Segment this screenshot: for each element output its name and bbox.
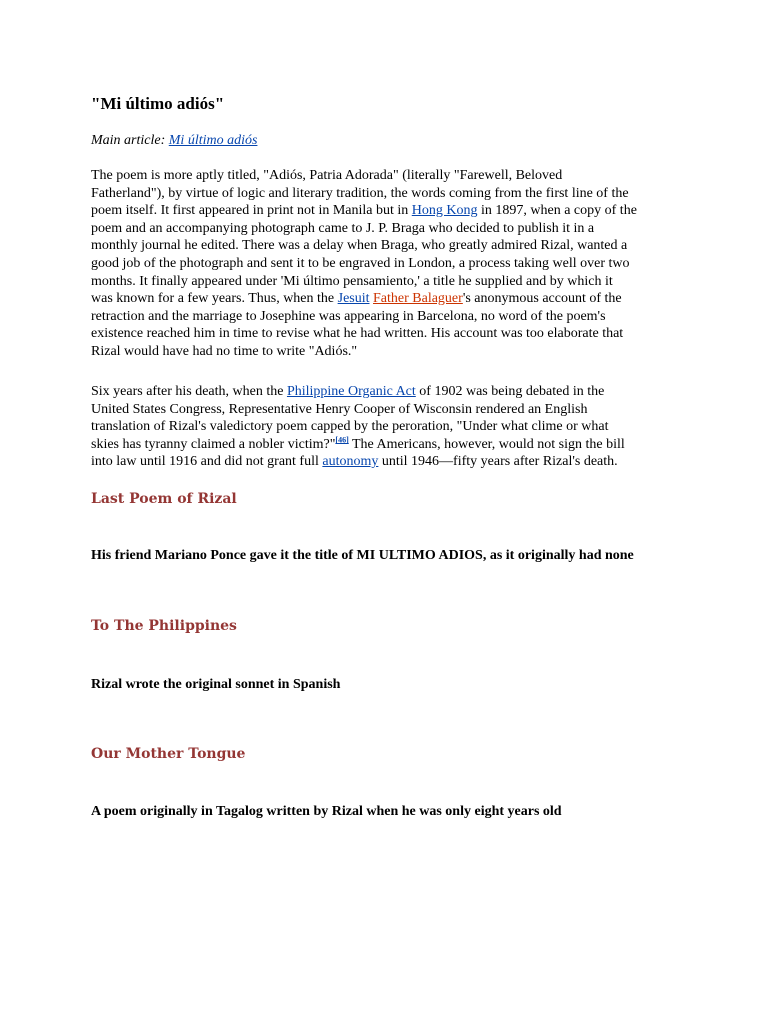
section-heading-mi-ultimo-adios: "Mi último adiós" [91, 94, 225, 113]
text-line: translation of Rizal's valedictory poem capped by the peroration, "Under what clime or what [91, 419, 609, 435]
text-fragment: 's anonymous account of the [462, 291, 622, 307]
autonomy-link[interactable]: autonomy [322, 454, 379, 470]
citation-46-link[interactable]: [46] [335, 435, 349, 445]
text-fragment: until 1946—fifty years after Rizal's death. [378, 454, 618, 470]
heading-to-the-philippines: To The Philippines [91, 618, 237, 634]
text-line: good job of the photograph and sent it to be engraved in London, a process taking well over two [91, 255, 630, 271]
text-fragment: of 1902 was being debated in the [415, 384, 605, 399]
text-to-the-philippines: Rizal wrote the original sonnet in Spanish [91, 677, 341, 692]
text-line [91, 383, 691, 401]
text-line [91, 202, 691, 220]
heading-last-poem-of-rizal: Last Poem of Rizal [91, 491, 237, 507]
jesuit-link[interactable]: Jesuit [337, 291, 370, 307]
text-line: Rizal would have had no time to write "Adiós." [91, 343, 358, 359]
text-line: retraction and the marriage to Josephine was appearing in Barcelona, no word of the poem's [91, 308, 606, 324]
hong-kong-link[interactable]: Hong Kong [411, 203, 478, 219]
heading-our-mother-tongue: Our Mother Tongue [91, 746, 246, 762]
main-article-note [91, 131, 257, 151]
text-our-mother-tongue: A poem originally in Tagalog written by Rizal when he was only eight years old [91, 804, 562, 819]
text-line [91, 453, 691, 471]
text-fragment: was known for a few years. Thus, when the [91, 291, 338, 307]
text-fragment: into law until 1916 and did not grant full [91, 454, 323, 470]
text-line: monthly journal he edited. There was a delay when Braga, who greatly admired Rizal, wanted a [91, 238, 628, 254]
paragraph-poem-history [91, 167, 691, 361]
philippine-organic-act-link[interactable]: Philippine Organic Act [286, 384, 416, 399]
text-fragment: skies has tyranny claimed a nobler victim?" [91, 436, 336, 452]
father-balaguer-link[interactable]: Father Balaguer [373, 291, 463, 307]
main-article-label: Main article: [91, 133, 169, 148]
text-line: months. It finally appeared under 'Mi último pensamiento,' a title he supplied and by which it [91, 273, 613, 289]
text-line [91, 290, 691, 308]
text-line: Fatherland"), by virtue of logic and literary tradition, the words coming from the first line of the [91, 185, 629, 201]
text-fragment: in 1897, when a copy of the [477, 203, 637, 219]
text-last-poem-of-rizal: His friend Mariano Ponce gave it the title of MI ULTIMO ADIOS, as it originally had none [91, 548, 634, 563]
main-article-link[interactable]: Mi último adiós [168, 133, 258, 148]
text-fragment: The Americans, however, would not sign the bill [348, 436, 625, 452]
text-line: United States Congress, Representative Henry Cooper of Wisconsin rendered an English [91, 401, 588, 417]
text-line: poem and an accompanying photograph came to J. P. Braga who decided to publish it in a [91, 220, 595, 236]
text-line: The poem is more aptly titled, "Adiós, Patria Adorada" (literally "Farewell, Beloved [91, 168, 563, 183]
paragraph-organic-act [91, 383, 691, 471]
text-fragment: Six years after his death, when the [91, 384, 287, 399]
text-line [91, 436, 691, 454]
text-fragment: poem itself. It first appeared in print not in Manila but in [91, 203, 412, 219]
text-line: existence reached him in time to revise what he had written. His account was too elaborate that [91, 326, 624, 342]
